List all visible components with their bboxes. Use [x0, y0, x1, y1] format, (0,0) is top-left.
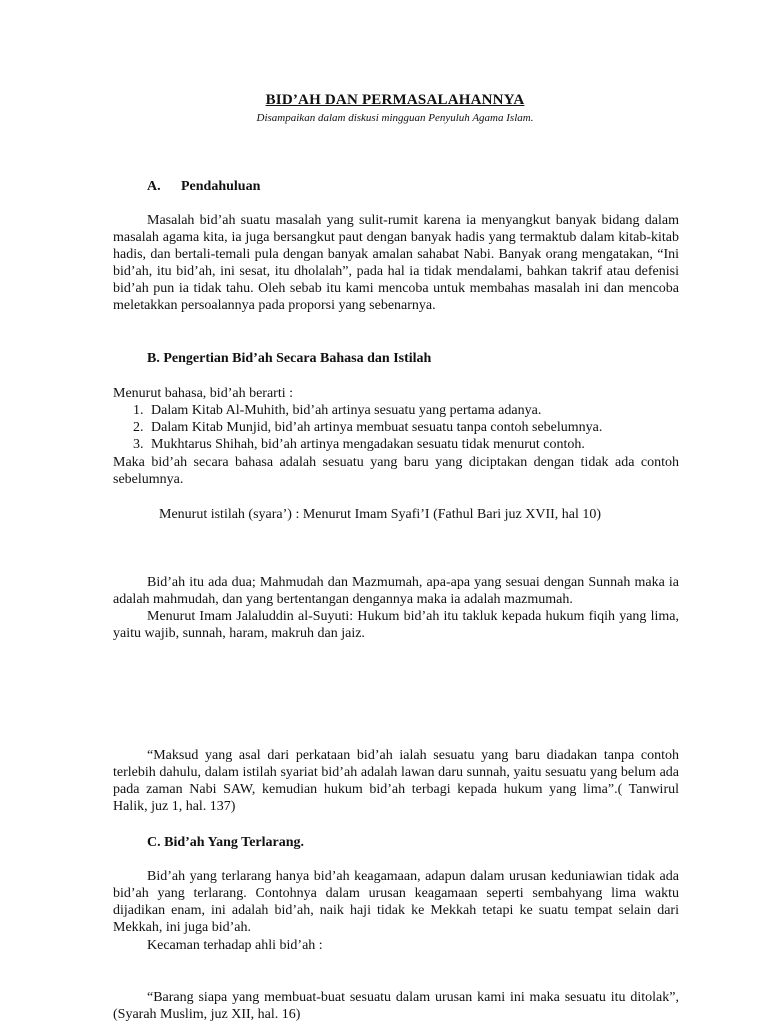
document-title: BID’AH DAN PERMASALAHANNYA [265, 92, 525, 108]
section-b-paragraph-1: Bid’ah itu ada dua; Mahmudah dan Mazmumah, apa-apa yang sesuai dengan Sunnah maka ia adalah mahmudah, dan yang bertentangan dengannya maka ia adalah mazmumah. [113, 575, 679, 607]
section-a-title: Pendahuluan [181, 179, 261, 194]
section-b-list [113, 402, 713, 453]
section-b-istilah: Menurut istilah (syara’) : Menurut Imam Syafi’I (Fathul Bari juz XVII, hal 10) [159, 507, 602, 522]
section-b-intro: Menurut bahasa, bid’ah berarti : [113, 386, 293, 401]
section-a-paragraph: Masalah bid’ah suatu masalah yang sulit-rumit karena ia menyangkut banyak bidang dalam masalah agama kita, ia juga bersangkut paut dengan banyak hadis yang termaktub dalam kitab-kitab hadis, dan bertali-temali pula dengan banyak amalan sahabat Nabi. Banyak orang mengatakan, “Ini bid’ah, itu bid’ah, ini sesat, itu dholalah”, pada hal ia tidak mendalami, bahkan takrif atau defenisi bid’ah pun ia tidak tahu. Oleh sebab itu kami mencoba untuk membahas masalah ini dan mencoba meletakkan persoalannya pada proporsi yang sebenarnya. [113, 213, 679, 313]
section-b-quote: “Maksud yang asal dari perkataan bid’ah ialah sesuatu yang baru diadakan tanpa contoh terlebih dahulu, dalam istilah syariat bid’ah adalah lawan daru sunnah, yaitu sesuatu yang belum ada pada zaman Nabi SAW, kemudian hukum bid’ah terbagi kepada hukum yang lima”.( Tanwirul Halik, juz 1, hal. 137) [113, 748, 679, 814]
list-item: 3. Mukhtarus Shihah, bid’ah artinya mengadakan sesuatu tidak menurut contoh. [147, 436, 713, 453]
section-c-kecaman: Kecaman terhadap ahli bid’ah : [147, 938, 323, 953]
document-subtitle: Disampaikan dalam diskusi mingguan Penyuluh Agama Islam. [256, 112, 534, 124]
section-b-paragraph-2: Menurut Imam Jalaluddin al-Suyuti: Hukum bid’ah itu takluk kepada hukum fiqih yang lima, yaitu wajib, sunnah, haram, makruh dan jaiz. [113, 609, 679, 641]
section-a-number: A. [147, 179, 161, 194]
list-item: 1. Dalam Kitab Al-Muhith, bid’ah artinya sesuatu yang pertama adanya. [147, 402, 713, 419]
section-b-conclusion: Maka bid’ah secara bahasa adalah sesuatu yang baru yang diciptakan dengan tidak ada contoh sebelumnya. [113, 455, 679, 487]
section-c-quote: “Barang siapa yang membuat-buat sesuatu dalam urusan kami ini maka sesuatu itu ditolak”, (Syarah Muslim, juz XII, hal. 16) [113, 990, 679, 1022]
list-item: 2. Dalam Kitab Munjid, bid’ah artinya membuat sesuatu tanpa contoh sebelumnya. [147, 419, 713, 436]
section-c-paragraph: Bid’ah yang terlarang hanya bid’ah keagamaan, adapun dalam urusan keduniawian tidak ada bid’ah yang terlarang. Contohnya dalam urusan keagamaan seperti sembahyang lima waktu dijadikan enam, ini adalah bid’ah, naik haji tidak ke Mekkah tetapi ke suatu tempat selain dari Mekkah, ini juga bid’ah. [113, 869, 679, 935]
section-a-heading [113, 178, 679, 195]
section-b-heading: B. Pengertian Bid’ah Secara Bahasa dan Istilah [147, 351, 432, 366]
section-c-heading: C. Bid’ah Yang Terlarang. [147, 835, 305, 850]
